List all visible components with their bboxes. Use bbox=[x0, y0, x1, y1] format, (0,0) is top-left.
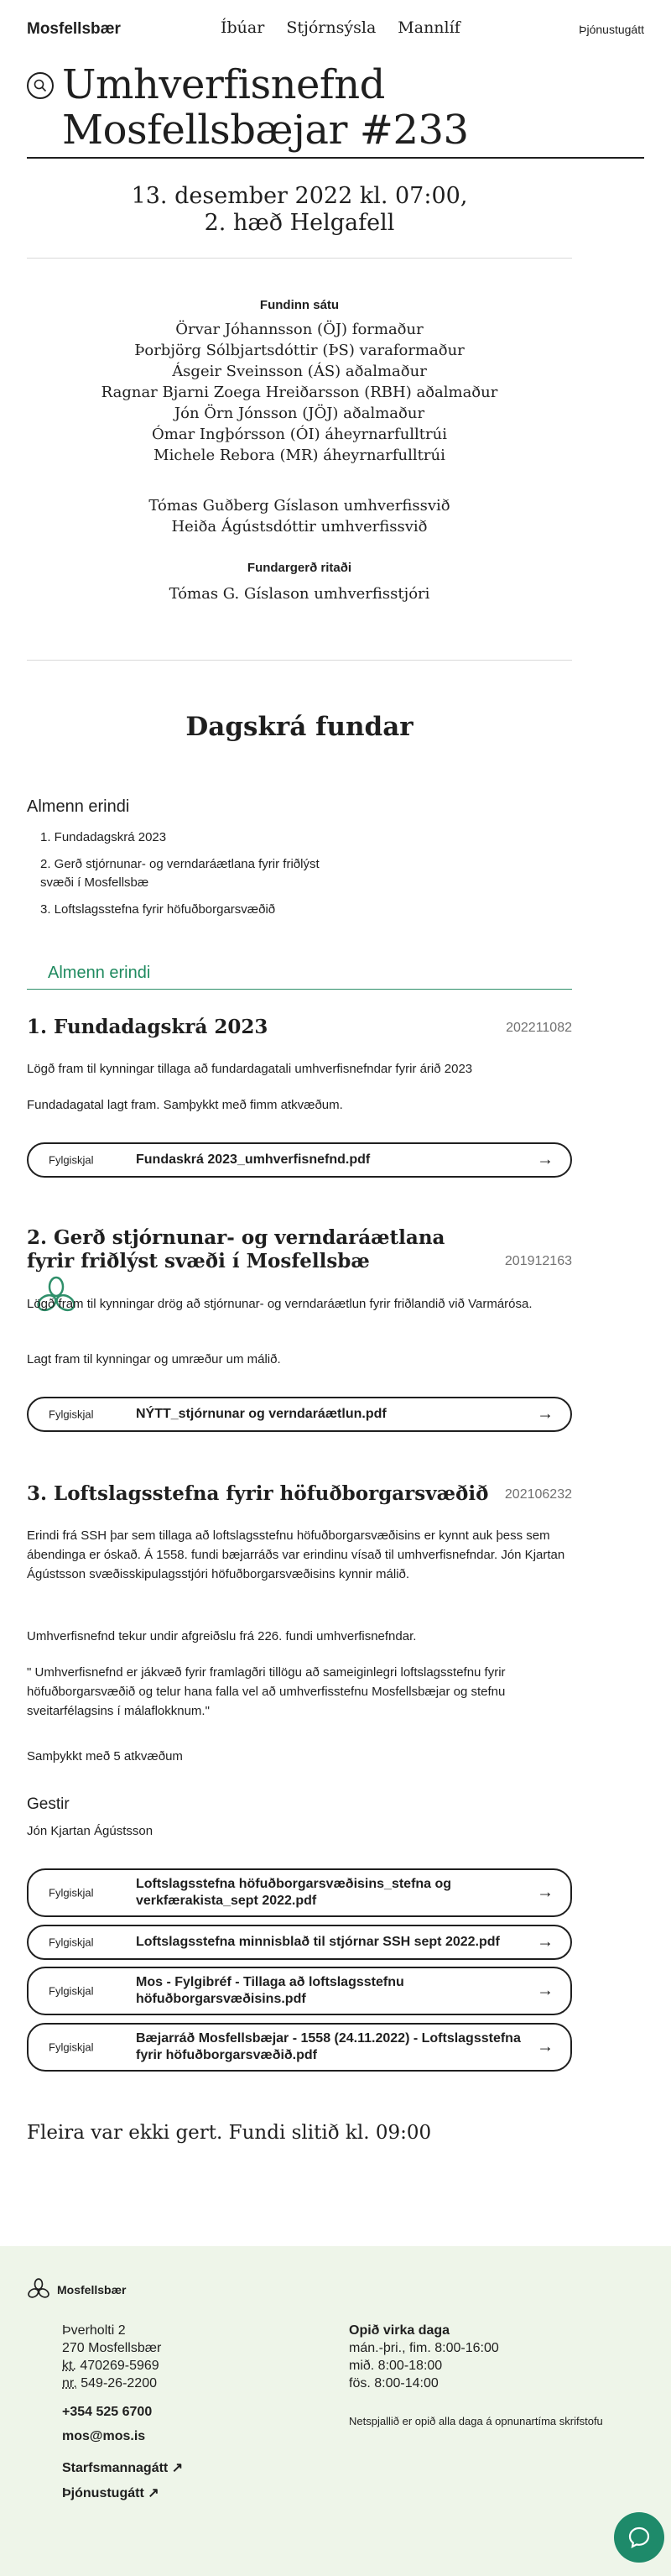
item-text: " Umhverfisnefnd er jákvæð fyrir framlagðri tillögu að sameiginlegri loftslagsstefnu fyrir höfuðborgarsvæðið og telur hana falla vel að umhverfisstefnu Mosfellsbæjar og stefnu sveitarfélagsins í málaflokknum." bbox=[27, 1665, 506, 1718]
case-number: 202211082 bbox=[506, 1021, 572, 1035]
main-nav bbox=[221, 18, 460, 37]
site-header bbox=[0, 0, 671, 59]
agenda-title: Dagskrá fundar bbox=[185, 712, 414, 742]
attachment-filename: Mos - Fylgibréf - Tillaga að loftslagsstefnu höfuðborgarsvæðisins.pdf bbox=[136, 1975, 404, 2006]
hours-line: mán.-þri., fim. 8:00-16:00 bbox=[349, 2341, 499, 2355]
minutes-heading: Fundargerð ritaði bbox=[247, 561, 352, 575]
item-text: Erindi frá SSH þar sem tillaga að loftslagsstefnu höfuðborgarsvæðisins er kynnt auk þess sem ábendinga er óskað. Á 1558. fundi bæjarráðs var erindinu vísað til umhverfisnefndar. Jón Kjartan Ágústsson svæðisskipulagsstjóri höfuðborgarsvæðisins kynnir málið. bbox=[27, 1528, 565, 1581]
divider bbox=[27, 660, 572, 661]
item-title: 2. Gerð stjórnunar- og verndaráætlana fyrir friðlýst svæði í Mosfellsbæ bbox=[27, 1226, 445, 1272]
arrow-right-icon: → bbox=[537, 1932, 554, 1952]
attachment-filename: Loftslagsstefna höfuðborgarsvæðisins_stefna og verkfærakista_sept 2022.pdf bbox=[136, 1877, 452, 1908]
site-logo[interactable]: Mosfellsbær bbox=[27, 20, 121, 38]
nav-mannlif[interactable]: Mannlíf bbox=[398, 18, 460, 37]
staff-portal-link[interactable]: Starfsmannagátt ↗ bbox=[62, 2461, 184, 2475]
arrow-right-icon: → bbox=[537, 1404, 554, 1424]
agenda-toc bbox=[40, 828, 342, 927]
toc-item[interactable]: 2. Gerð stjórnunar- og verndaráætlana fyrir friðlýst svæði í Mosfellsbæ bbox=[40, 857, 320, 890]
page-title: Umhverfisnefnd Mosfellsbæjar #233 bbox=[62, 61, 469, 154]
arrow-right-icon: → bbox=[537, 1981, 554, 2000]
attendee: Jón Örn Jónsson (JÖJ) aðalmaður bbox=[174, 405, 425, 422]
staff-member: Tómas Guðberg Gíslason umhverfissvið bbox=[148, 497, 450, 515]
kt-label: kt. bbox=[62, 2359, 76, 2373]
phone-link[interactable]: +354 525 6700 bbox=[62, 2405, 153, 2419]
nav-stjornsysla[interactable]: Stjórnsýsla bbox=[286, 18, 377, 37]
service-portal-footer-link[interactable]: Þjónustugátt ↗ bbox=[62, 2486, 159, 2500]
meeting-datetime bbox=[0, 183, 599, 237]
item-text: Samþykkt með 5 atkvæðum bbox=[27, 1749, 183, 1763]
attachment-filename: Loftslagsstefna minnisblað til stjórnar SSH sept 2022.pdf bbox=[136, 1935, 500, 1949]
site-footer bbox=[0, 2246, 671, 2576]
kt-value: 470269-5969 bbox=[80, 2359, 159, 2373]
chat-note: Netspjallið er opið alla daga á opnunartíma skrifstofu bbox=[349, 2415, 603, 2427]
attachment-filename: Bæjarráð Mosfellsbæjar - 1558 (24.11.2022) - Loftslagsstefna fyrir höfuðborgarsvæðið.pdf bbox=[136, 2031, 521, 2062]
search-button[interactable] bbox=[27, 72, 54, 99]
chat-bubble-icon bbox=[628, 2526, 650, 2548]
attachment-filename: NÝTT_stjórnunar og verndaráætlun.pdf bbox=[136, 1407, 387, 1421]
attendance-heading: Fundinn sátu bbox=[259, 298, 340, 312]
nr-label: nr. bbox=[62, 2376, 77, 2391]
nav-ibuar[interactable]: Íbúar bbox=[221, 18, 265, 37]
case-number: 202106232 bbox=[504, 1487, 572, 1502]
closing-statement: Fleira var ekki gert. Fundi slitið kl. 09:00 bbox=[27, 2122, 432, 2144]
agenda-category: Almenn erindi bbox=[27, 797, 130, 816]
attachment-link[interactable] bbox=[27, 1142, 572, 1178]
item-text: Lagt fram til kynningar og umræður um málið. bbox=[27, 1352, 281, 1366]
attachment-link[interactable] bbox=[27, 1868, 572, 1917]
attendee: Þorbjörg Sólbjartsdóttir (ÞS) varaformaður bbox=[134, 342, 465, 359]
footer-contact bbox=[62, 2322, 183, 2502]
meeting-date: 13. desember 2022 kl. 07:00, bbox=[131, 183, 468, 209]
attachment-label: Fylgiskjal bbox=[49, 1936, 94, 1949]
item-title: 1. Fundadagskrá 2023 bbox=[27, 1016, 268, 1038]
attachment-label: Fylgiskjal bbox=[49, 1984, 94, 1998]
tab-almenn-erindi[interactable] bbox=[27, 959, 572, 990]
attendee: Ásgeir Sveinsson (ÁS) aðalmaður bbox=[172, 363, 427, 380]
footer-logo[interactable] bbox=[27, 2278, 126, 2302]
attendee: Ragnar Bjarni Zoega Hreiðarsson (RBH) aðalmaður bbox=[101, 384, 498, 401]
attachment-link[interactable] bbox=[27, 1397, 572, 1432]
attachment-link[interactable] bbox=[27, 1925, 572, 1960]
case-number: 201912163 bbox=[504, 1254, 572, 1268]
footer-hours bbox=[349, 2322, 603, 2430]
item-text: Fundadagatal lagt fram. Samþykkt með fimm atkvæðum. bbox=[27, 1098, 343, 1112]
meeting-location: 2. hæð Helgafell bbox=[204, 210, 395, 236]
address-line: Þverholti 2 bbox=[62, 2323, 126, 2338]
attachment-label: Fylgiskjal bbox=[49, 1886, 94, 1899]
footer-logo-text: Mosfellsbær bbox=[57, 2283, 127, 2296]
divider bbox=[27, 258, 572, 259]
item-text: Lögð fram til kynningar drög að stjórnunar- og verndaráætlun fyrir friðlandið við Varmárósa. bbox=[27, 1297, 533, 1311]
attendee: Örvar Jóhannsson (ÖJ) formaður bbox=[175, 321, 424, 338]
attachment-label: Fylgiskjal bbox=[49, 1408, 94, 1421]
attachment-label: Fylgiskjal bbox=[49, 2040, 94, 2054]
attachment-link[interactable] bbox=[27, 1967, 572, 2015]
kt-line bbox=[62, 2357, 183, 2375]
search-icon bbox=[33, 78, 48, 93]
arrow-right-icon: → bbox=[537, 2037, 554, 2056]
guest-name: Jón Kjartan Ágústsson bbox=[27, 1824, 153, 1838]
tab-label: Almenn erindi bbox=[48, 964, 151, 982]
email-link[interactable]: mos@mos.is bbox=[62, 2429, 146, 2443]
attendee: Michele Rebora (MR) áheyrnarfulltrúi bbox=[153, 447, 445, 464]
service-portal-link[interactable]: Þjónustugátt bbox=[579, 23, 644, 36]
attachment-label: Fylgiskjal bbox=[49, 1153, 94, 1167]
mosfellsbaer-symbol-icon bbox=[27, 2278, 50, 2302]
nr-line bbox=[62, 2375, 183, 2392]
title-divider bbox=[27, 157, 644, 159]
item-text: Lögð fram til kynningar tillaga að fundardagatali umhverfisnefndar fyrir árið 2023 bbox=[27, 1062, 473, 1076]
staff-member: Heiða Ágústsdóttir umhverfissvið bbox=[171, 518, 428, 536]
hours-heading: Opið virka daga bbox=[349, 2323, 450, 2338]
item-text: Umhverfisnefnd tekur undir afgreiðslu frá 226. fundi umhverfisnefndar. bbox=[27, 1629, 417, 1643]
hours-line: mið. 8:00-18:00 bbox=[349, 2359, 443, 2373]
item-title: 3. Loftslagsstefna fyrir höfuðborgarsvæðið bbox=[27, 1482, 489, 1505]
attachment-link[interactable] bbox=[27, 2023, 572, 2072]
guests-heading: Gestir bbox=[27, 1795, 70, 1813]
arrow-right-icon: → bbox=[537, 1883, 554, 1902]
minutes-writer: Tómas G. Gíslason umhverfisstjóri bbox=[169, 585, 430, 603]
hours-line: fös. 8:00-14:00 bbox=[349, 2376, 439, 2391]
attendee-list bbox=[27, 319, 572, 466]
arrow-right-icon: → bbox=[537, 1150, 554, 1169]
attendee: Ómar Ingþórsson (ÓI) áheyrnarfulltrúi bbox=[152, 426, 447, 443]
address-line: 270 Mosfellsbær bbox=[62, 2341, 162, 2355]
chat-button[interactable] bbox=[614, 2512, 664, 2563]
staff-list bbox=[27, 495, 572, 537]
toc-item[interactable]: 3. Loftslagsstefna fyrir höfuðborgarsvæðið bbox=[40, 902, 276, 917]
nr-value: 549-26-2200 bbox=[81, 2376, 157, 2391]
toc-item[interactable]: 1. Fundadagskrá 2023 bbox=[40, 830, 167, 844]
attachment-filename: Fundaskrá 2023_umhverfisnefnd.pdf bbox=[136, 1152, 371, 1167]
